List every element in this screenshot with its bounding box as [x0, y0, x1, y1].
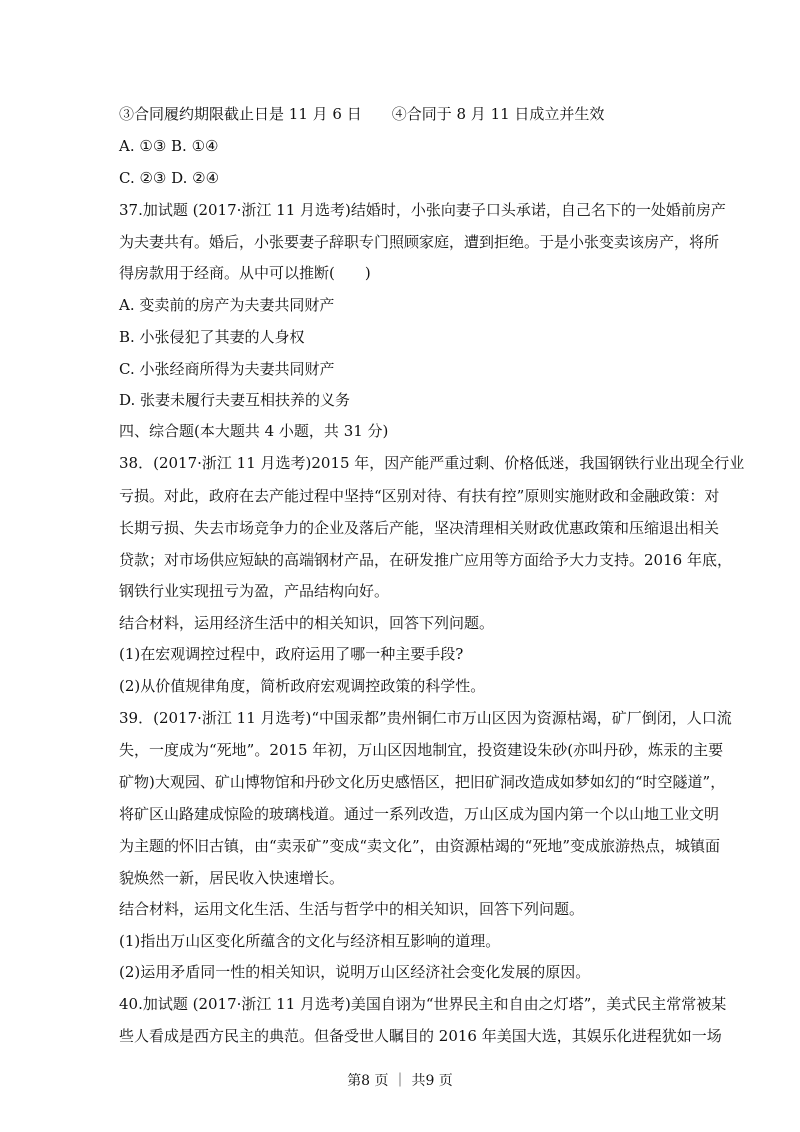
answer-choices-ab: A. ①③ B. ①④ [119, 137, 219, 155]
question-37-option-c: C. 小张经商所得为夫妻共同财产 [119, 360, 335, 378]
question-37-option-d: D. 张妻未履行夫妻互相扶养的义务 [119, 391, 351, 409]
question-39-line-1: 39．(2017·浙江 11 月选考)“中国汞都”贵州铜仁市万山区因为资源枯竭，矿厂倒闭，人口流 [119, 709, 732, 727]
option-4: ④合同于 8 月 11 日成立并生效 [391, 105, 605, 123]
question-40-line-1: 40.加试题 (2017·浙江 11 月选考)美国自诩为“世界民主和自由之灯塔”，美式民主常常被某 [119, 995, 727, 1013]
question-39-sub-1: (1)指出万山区变化所蕴含的文化与经济相互影响的道理。 [119, 932, 501, 950]
question-39-line-6: 貌焕然一新，居民收入快速增长。 [119, 869, 345, 887]
question-39-line-2: 失，一度成为“死地”。2015 年初，万山区因地制宜，投资建设朱砂(亦叫丹砂，炼汞的主要 [119, 741, 724, 759]
option-line-3-4 [119, 104, 689, 124]
question-39-line-5: 为主题的怀旧古镇，由“卖汞矿”变成“卖文化”，由资源枯竭的“死地”变成旅游热点，城镇面 [119, 837, 721, 855]
question-37-line-2: 为夫妻共有。婚后，小张要妻子辞职专门照顾家庭，遭到拒绝。于是小张变卖该房产，将所 [119, 233, 720, 251]
answer-choices-cd: C. ②③ D. ②④ [119, 169, 220, 187]
question-38-sub-2: (2)从价值规律角度，简析政府宏观调控政策的科学性。 [119, 677, 486, 695]
section-heading-comprehensive: 四、综合题(本大题共 4 小题，共 31 分) [119, 422, 389, 440]
question-37-option-a: A. 变卖前的房产为夫妻共同财产 [119, 296, 335, 314]
question-37-line-3: 得房款用于经商。从中可以推断( ) [119, 264, 371, 282]
question-39-instruction: 结合材料，运用文化生活、生活与哲学中的相关知识，回答下列问题。 [119, 900, 585, 918]
question-38-line-3: 长期亏损、失去市场竞争力的企业及落后产能，坚决清理相关财政优惠政策和压缩退出相关 [119, 519, 720, 537]
question-38-line-2: 亏损。对此，政府在去产能过程中坚持“区别对待、有扶有控”原则实施财政和金融政策：对 [119, 487, 720, 505]
question-37-option-b: B. 小张侵犯了其妻的人身权 [119, 328, 305, 346]
question-38-line-5: 钢铁行业实现扭亏为盈，产品结构向好。 [119, 582, 390, 600]
question-39-line-3: 矿物)大观园、矿山博物馆和丹砂文化历史感悟区，把旧矿洞改造成如梦如幻的“时空隧道”， [119, 773, 726, 791]
question-38-line-4: 贷款；对市场供应短缺的高端钢材产品，在研发推广应用等方面给予大力支持。2016 年底， [119, 551, 732, 569]
question-39-sub-2: (2)运用矛盾同一性的相关知识，说明万山区经济社会变化发展的原因。 [119, 963, 591, 981]
question-40-line-2: 些人看成是西方民主的典范。但备受世人瞩目的 2016 年美国大选，其娱乐化进程犹如一场 [119, 1027, 722, 1045]
question-38-sub-1: (1)在宏观调控过程中，政府运用了哪一种主要手段? [119, 645, 464, 663]
page-footer: 第8 页 ｜ 共9 页 [347, 1073, 453, 1089]
question-38-instruction: 结合材料，运用经济生活中的相关知识，回答下列问题。 [119, 614, 495, 632]
question-38-line-1: 38．(2017·浙江 11 月选考)2015 年，因产能严重过剩、价格低迷，我国钢铁行业出现全行业 [119, 454, 745, 472]
option-3: ③合同履约期限截止日是 11 月 6 日 [119, 105, 362, 123]
question-37-line-1: 37.加试题 (2017·浙江 11 月选考)结婚时，小张向妻子口头承诺，自己名下的一处婚前房产 [119, 201, 726, 219]
question-39-line-4: 将矿区山路建成惊险的玻璃栈道。通过一系列改造，万山区成为国内第一个以山地工业文明 [119, 805, 720, 823]
